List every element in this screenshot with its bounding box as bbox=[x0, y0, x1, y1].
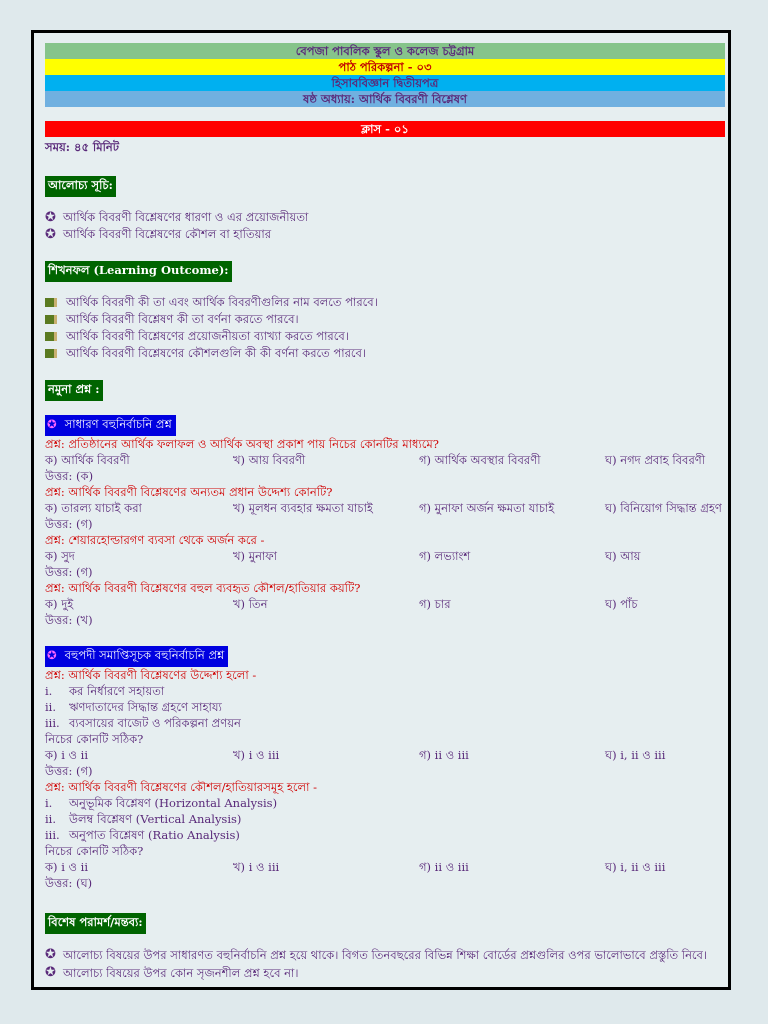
book-icon bbox=[45, 349, 57, 358]
lesson-plan-page bbox=[31, 30, 731, 990]
list-item: আর্থিক বিবরণী বিশ্লেষণের কৌশলগুলি কী কী বর্ণনা করতে পারবে। bbox=[45, 345, 725, 362]
options-row: ক) আর্থিক বিবরণী খ) আয় বিবরণী গ) আর্থিক অবস্থার বিবরণী ঘ) নগদ প্রবাহ বিবরণী bbox=[45, 453, 706, 467]
options-row: ক) সুদ খ) মুনাফা গ) লভ্যাংশ ঘ) আয় bbox=[45, 549, 641, 563]
gear-icon: ✪ bbox=[47, 648, 57, 662]
samples-heading: নমুনা প্রশ্ন : bbox=[45, 380, 103, 401]
outcomes-heading: শিখনফল (Learning Outcome): bbox=[45, 261, 232, 282]
star-icon: ✪ bbox=[45, 947, 56, 962]
multi-heading: ✪ বহুপদী সমাপ্তিসূচক বহুনির্বাচনি প্রশ্ন bbox=[45, 646, 228, 667]
topics-section bbox=[45, 176, 725, 243]
question: প্রশ্ন: শেয়ারহোল্ডারগণ ব্যবসা থেকে অর্জন করে - bbox=[45, 533, 265, 547]
list-item: ✪ আলোচ্য বিষয়ের উপর কোন সৃজনশীল প্রশ্ন হবে না। bbox=[45, 965, 299, 980]
question: প্রশ্ন: আর্থিক বিবরণী বিশ্লেষণের কৌশল/হাতিয়ারসমূহ হলো - bbox=[45, 780, 318, 794]
statement: ii. ঋণদাতাদের সিদ্ধান্ত গ্রহণে সাহায্য bbox=[45, 700, 222, 714]
statement: i. কর নির্ধারণে সহায়তা bbox=[45, 684, 165, 698]
answer: উত্তর: (ঘ) bbox=[45, 876, 93, 890]
list-item: ✪ আর্থিক বিবরণী বিশ্লেষণের কৌশল বা হাতিয়ার bbox=[45, 227, 272, 242]
list-item: ✪ আর্থিক বিবরণী বিশ্লেষণের ধারণা ও এর প্রয়োজনীয়তা bbox=[45, 210, 309, 225]
question: প্রশ্ন: আর্থিক বিবরণী বিশ্লেষণের অন্যতম প্রধান উদ্দেশ্য কোনটি? bbox=[45, 485, 333, 499]
statement: iii. ব্যবসায়ের বাজেট ও পরিকল্পনা প্রণয়ন bbox=[45, 716, 241, 730]
outcomes-section bbox=[45, 261, 725, 362]
options-row: ক) i ও ii খ) i ও iii গ) ii ও iii ঘ) i, ii ও iii bbox=[45, 860, 666, 874]
gear-icon: ✪ bbox=[47, 417, 57, 431]
list-item: আর্থিক বিবরণী কী তা এবং আর্থিক বিবরণীগুলির নাম বলতে পারবে। bbox=[45, 294, 725, 311]
school-name: বেপজা পাবলিক স্কুল ও কলেজ চট্টগ্রাম bbox=[45, 43, 725, 59]
question: প্রশ্ন: আর্থিক বিবরণী বিশ্লেষণের উদ্দেশ্য হলো - bbox=[45, 668, 257, 682]
subject-title: হিসাববিজ্ঞান দ্বিতীয়পত্র bbox=[45, 75, 725, 91]
topics-heading: আলোচ্য সূচি: bbox=[45, 176, 116, 197]
statement: ii. উলম্ব বিশ্লেষণ (Vertical Analysis) bbox=[45, 812, 242, 826]
statement: iii. অনুপাত বিশ্লেষণ (Ratio Analysis) bbox=[45, 828, 240, 842]
book-icon bbox=[45, 332, 57, 341]
mcq-block bbox=[45, 436, 725, 628]
class-label: ক্লাস - ০১ bbox=[45, 121, 725, 137]
statement: i. অনুভূমিক বিশ্লেষণ (Horizontal Analysis) bbox=[45, 796, 278, 810]
topics-list bbox=[45, 209, 725, 243]
book-icon bbox=[45, 298, 57, 307]
mcq-heading: ✪ সাধারণ বহুনির্বাচনি প্রশ্ন bbox=[45, 415, 176, 436]
time-label: সময়: ৪৫ মিনিট bbox=[45, 140, 120, 154]
answer: উত্তর: (খ) bbox=[45, 613, 93, 627]
options-row: ক) i ও ii খ) i ও iii গ) ii ও iii ঘ) i, ii ও iii bbox=[45, 748, 666, 762]
multi-block bbox=[45, 667, 725, 891]
answer: উত্তর: (গ) bbox=[45, 565, 93, 579]
answer: উত্তর: (গ) bbox=[45, 517, 93, 531]
list-item: আর্থিক বিবরণী বিশ্লেষণ কী তা বর্ণনা করতে পারবে। bbox=[45, 311, 725, 328]
remarks-list bbox=[45, 946, 725, 982]
list-item: ✪ আলোচ্য বিষয়ের উপর সাধারণত বহুনির্বাচনি প্রশ্ন হয়ে থাকে। বিগত তিনবছরের বিভিন্ন শিক্ষা বোর্ডের প্রশ্নগুলির ওপর ভালোভাবে প্রস্তুতি নিবে। bbox=[45, 947, 708, 962]
options-row: ক) দুই খ) তিন গ) চার ঘ) পাঁচ bbox=[45, 597, 638, 611]
answer: উত্তর: (ক) bbox=[45, 469, 94, 483]
star-icon: ✪ bbox=[45, 227, 56, 242]
outcomes-list bbox=[45, 294, 725, 362]
question: প্রশ্ন: আর্থিক বিবরণী বিশ্লেষণের বহুল ব্যবহৃত কৌশল/হাতিয়ার কয়টি? bbox=[45, 581, 361, 595]
options-row: ক) তারল্য যাচাই করা খ) মূলধন ব্যবহার ক্ষমতা যাচাই গ) মুনাফা অর্জন ক্ষমতা যাচাই ঘ) বিনিয়োগ সিদ্ধান্ত গ্রহণ bbox=[45, 501, 722, 515]
list-item: আর্থিক বিবরণী বিশ্লেষণের প্রয়োজনীয়তা ব্যাখ্যা করতে পারবে। bbox=[45, 328, 725, 345]
remarks-section bbox=[45, 913, 725, 982]
samples-section bbox=[45, 380, 725, 891]
which-correct: নিচের কোনটি সঠিক? bbox=[45, 844, 144, 858]
question: প্রশ্ন: প্রতিষ্ঠানের আর্থিক ফলাফল ও আর্থিক অবস্থা প্রকাশ পায় নিচের কোনটির মাধ্যমে? bbox=[45, 437, 439, 451]
plan-title: পাঠ পরিকল্পনা - ০৩ bbox=[45, 59, 725, 75]
remarks-heading: বিশেষ পরামর্শ/মন্তব্য: bbox=[45, 913, 146, 934]
book-icon bbox=[45, 315, 57, 324]
star-icon: ✪ bbox=[45, 965, 56, 980]
answer: উত্তর: (গ) bbox=[45, 764, 93, 778]
star-icon: ✪ bbox=[45, 210, 56, 225]
chapter-title: ষষ্ঠ অধ্যায়: আর্থিক বিবরণী বিশ্লেষণ bbox=[45, 91, 725, 107]
which-correct: নিচের কোনটি সঠিক? bbox=[45, 732, 144, 746]
